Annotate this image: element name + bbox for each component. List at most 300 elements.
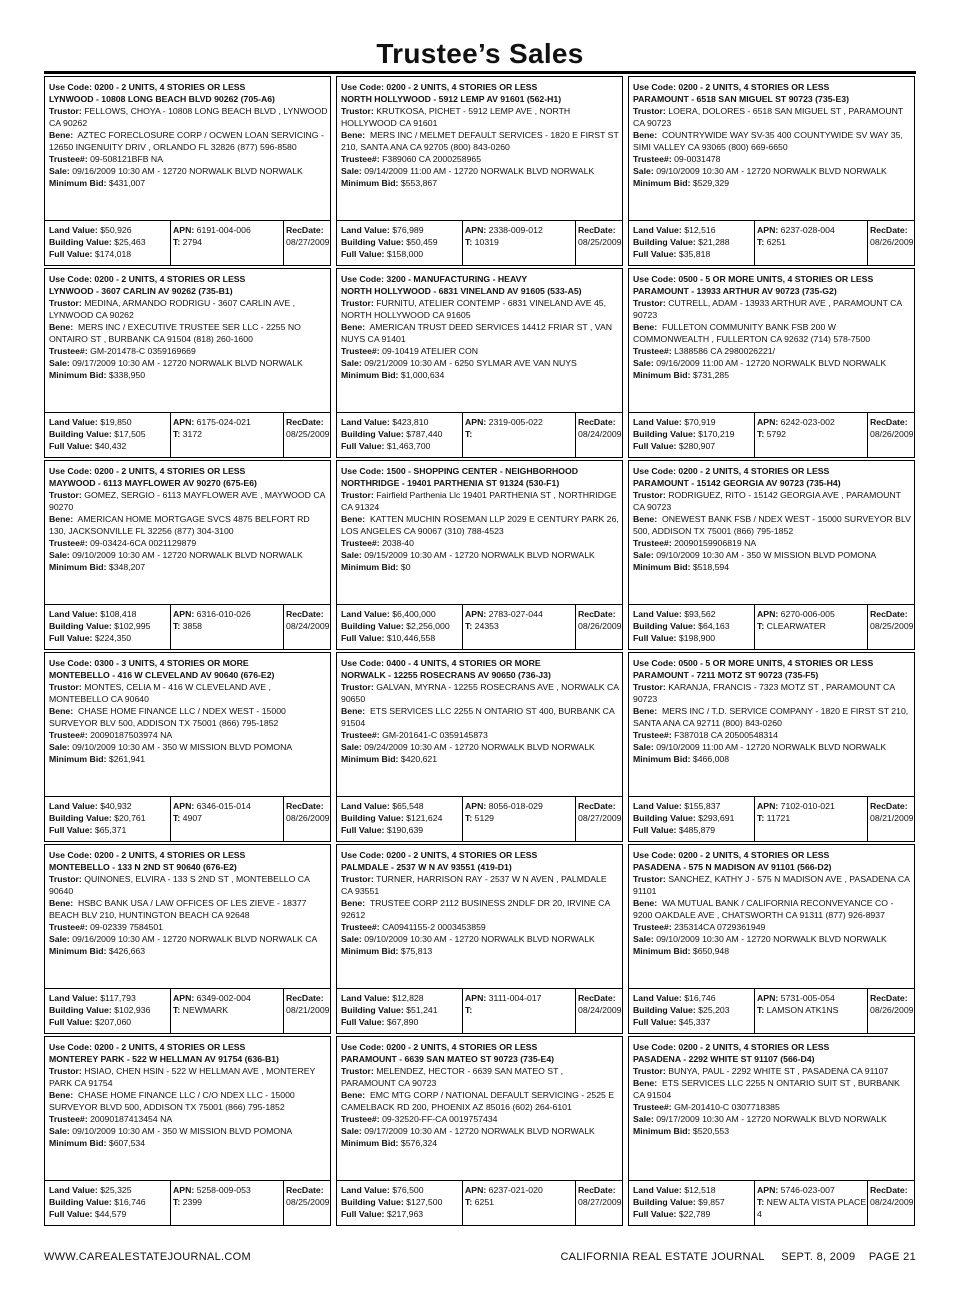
minimum-bid-line [341,1137,620,1149]
land-value-label: Land Value: [341,801,390,811]
sale-label: Sale: [341,1126,362,1136]
bene-label: Bene: [633,706,658,716]
recdate-column [868,221,914,265]
land-value-label: Land Value: [49,225,98,235]
value-column [337,989,463,1033]
use-code: 0200 - 2 UNITS, 4 STORIES OR LESS [386,1042,538,1052]
property-address: NORTH HOLLYWOOD - 6831 VINELAND AV 91605 (533-A5) [341,286,582,296]
land-value: $40,932 [100,801,132,811]
trustee-number-line [633,153,912,165]
land-value: $76,500 [392,1185,424,1195]
apn-label: APN: [757,417,779,427]
full-value: $217,963 [386,1209,424,1219]
recdate-label: RecDate: [870,801,908,811]
use-code-line [49,657,328,669]
beneficiary: AZTEC FORECLOSURE CORP / OCWEN LOAN SERVICING - 12650 INGENUITY DRIV , ORLANDO FL 32826 (877) 596-8580 [49,130,324,152]
land-value-label: Land Value: [633,801,682,811]
land-value-label: Land Value: [341,225,390,235]
tract-label: T: [757,429,765,439]
trustor: MELENDEZ, HECTOR - 6639 SAN MATEO ST , PARAMOUNT CA 90723 [341,1066,564,1088]
trustee-number-label: Trustee#: [49,346,88,356]
value-column [45,797,171,841]
beneficiary: MERS INC / T.D. SERVICE COMPANY - 1820 E FIRST ST 210, SANTA ANA CA 92711 (800) 843-0260 [633,706,909,728]
beneficiary: COUNTRYWIDE WAY SV-35 400 COUNTYWIDE SV WAY 35, SIMI VALLEY CA 93065 (800) 669-6650 [633,130,903,152]
land-value: $76,989 [392,225,424,235]
trustor-label: Trustor: [49,682,82,692]
minimum-bid-line [341,177,620,189]
trustor-label: Trustor: [341,1066,374,1076]
minimum-bid-label: Minimum Bid: [49,946,107,956]
apn-label: APN: [465,993,487,1003]
land-value-label: Land Value: [633,993,682,1003]
tract: 5792 [766,429,786,439]
recdate-label: RecDate: [870,417,908,427]
full-value-label: Full Value: [341,633,385,643]
use-code-label: Use Code: [49,1042,92,1052]
apn-label: APN: [173,1185,195,1195]
recdate-label: RecDate: [578,225,616,235]
trustee-number-label: Trustee#: [341,922,380,932]
recdate-label: RecDate: [286,609,324,619]
trustee-number-line [633,729,912,741]
building-value-label: Building Value: [49,621,112,631]
beneficiary-line [341,897,620,921]
building-value: $102,995 [114,621,151,631]
valuation-row [337,412,622,457]
land-value: $50,926 [100,225,132,235]
trustor: HSIAO, CHEN HSIN - 522 W HELLMAN AVE , MONTEREY PARK CA 91754 [49,1066,316,1088]
listing-card [336,1036,623,1226]
sale-label: Sale: [633,934,654,944]
recdate-column [868,1181,914,1225]
trustee-number-line [633,345,912,357]
trustee-number-line [341,729,620,741]
use-code-label: Use Code: [341,1042,384,1052]
beneficiary-line [633,129,912,153]
recdate-label: RecDate: [286,801,324,811]
trustee-number: CA0941155-2 0003453859 [382,922,486,932]
minimum-bid-line [633,369,912,381]
trustee-number-label: Trustee#: [49,1114,88,1124]
recdate-label: RecDate: [870,993,908,1003]
apn-label: APN: [757,609,779,619]
sale-label: Sale: [49,742,70,752]
building-value-label: Building Value: [49,1197,112,1207]
trustor: KRUTKOSA, PICHET - 5912 LEMP AVE , NORTH HOLLYWOOD CA 91601 [341,106,571,128]
sale-label: Sale: [341,166,362,176]
trustee-number-line [49,1113,328,1125]
listing-card [44,76,331,266]
building-value-label: Building Value: [341,429,404,439]
use-code: 0500 - 5 OR MORE UNITS, 4 STORIES OR LESS [678,658,874,668]
use-code: 0200 - 2 UNITS, 4 STORIES OR LESS [678,1042,830,1052]
use-code-line [633,657,912,669]
use-code-label: Use Code: [341,274,384,284]
minimum-bid-line [49,1137,328,1149]
trustee-number: F387018 CA 20500548314 [674,730,778,740]
sale-line [49,741,328,753]
trustee-number: 09-0031478 [674,154,721,164]
recdate-column [576,221,622,265]
listing-card [628,268,915,458]
use-code-line [633,849,912,861]
beneficiary: AMERICAN HOME MORTGAGE SVCS 4875 BELFORT RD 130, JACKSONVILLE FL 32256 (877) 304-3100 [49,514,310,536]
trustor-line [633,1065,912,1077]
building-value-label: Building Value: [633,429,696,439]
apn: 3111-004-017 [488,993,542,1003]
listing-card [628,460,915,650]
recdate-label: RecDate: [286,1185,324,1195]
trustor-label: Trustor: [49,874,82,884]
tract-label: T: [173,237,181,247]
apn-column [171,1181,284,1225]
trustor: LOERA, DOLORES - 6518 SAN MIGUEL ST , PARAMOUNT CA 90723 [633,106,904,128]
land-value-label: Land Value: [633,609,682,619]
trustee-number-label: Trustee#: [341,154,380,164]
land-value: $423,810 [392,417,429,427]
listing-card [628,652,915,842]
recdate-column [284,989,330,1033]
beneficiary: AMERICAN TRUST DEED SERVICES 14412 FRIAR ST , VAN NUYS CA 91401 [341,322,613,344]
recdate-column [576,605,622,649]
trustor: RODRIGUEZ, RITO - 15142 GEORGIA AVE , PARAMOUNT CA 90723 [633,490,901,512]
recdate-label: RecDate: [286,993,324,1003]
sale-line [49,165,328,177]
sale-label: Sale: [341,550,362,560]
recdate-column [576,797,622,841]
sale-label: Sale: [633,358,654,368]
sale-info: 09/17/2009 10:30 AM - 12720 NORWALK BLVD NORWALK [72,358,303,368]
sale-label: Sale: [341,742,362,752]
building-value-label: Building Value: [633,1197,696,1207]
property-address: PASADENA - 575 N MADISON AV 91101 (566-D2) [633,862,832,872]
trustor-label: Trustor: [341,682,374,692]
beneficiary: EMC MTG CORP / NATIONAL DEFAULT SERVICING - 2525 E CAMELBACK RD 200, PHOENIX AZ 85016 (602) 264-6101 [341,1090,615,1112]
apn-label: APN: [465,417,487,427]
minimum-bid: $348,207 [108,562,146,572]
use-code-line [341,273,620,285]
land-value: $93,562 [684,609,716,619]
trustor-line [633,105,912,129]
minimum-bid-label: Minimum Bid: [341,754,399,764]
recdate: 08/25/2009 [286,1197,330,1207]
sale-info: 09/10/2009 11:00 AM - 12720 NORWALK BLVD NORWALK [656,742,887,752]
property-address: LYNWOOD - 3607 CARLIN AV 90262 (735-B1) [49,286,233,296]
recdate-column [284,797,330,841]
minimum-bid-line [633,753,912,765]
land-value: $65,548 [392,801,424,811]
minimum-bid-label: Minimum Bid: [49,178,107,188]
building-value-label: Building Value: [633,813,696,823]
recdate-column [284,221,330,265]
building-value-label: Building Value: [49,813,112,823]
trustor: QUINONES, ELVIRA - 133 S 2ND ST , MONTEBELLO CA 90640 [49,874,310,896]
apn-column [463,221,576,265]
minimum-bid: $426,663 [108,946,146,956]
tract: LAMSON ATK1NS [766,1005,839,1015]
recdate: 08/27/2009 [578,1197,622,1207]
value-column [337,1181,463,1225]
sale-label: Sale: [49,550,70,560]
land-value-label: Land Value: [49,609,98,619]
full-value: $67,890 [386,1017,419,1027]
minimum-bid: $431,007 [108,178,146,188]
use-code: 0200 - 2 UNITS, 4 STORIES OR LESS [94,1042,246,1052]
full-value: $45,337 [678,1017,711,1027]
minimum-bid: $75,813 [400,946,433,956]
recdate: 08/25/2009 [286,429,330,439]
trustor-label: Trustor: [633,106,666,116]
sale-label: Sale: [341,358,362,368]
trustee-number-label: Trustee#: [49,922,88,932]
recdate-column [576,989,622,1033]
apn: 5731-005-054 [780,993,835,1003]
use-code: 0500 - 5 OR MORE UNITS, 4 STORIES OR LESS [678,274,874,284]
listing-details [49,657,328,765]
sale-line [341,933,620,945]
sale-info: 09/24/2009 10:30 AM - 12720 NORWALK BLVD NORWALK [364,742,595,752]
listing-details [49,1041,328,1149]
bene-label: Bene: [49,130,74,140]
land-value: $16,746 [684,993,716,1003]
minimum-bid-label: Minimum Bid: [633,178,691,188]
recdate-label: RecDate: [870,225,908,235]
value-column [337,797,463,841]
trustor: TURNER, HARRISON RAY - 2537 W N AVEN , PALMDALE CA 93551 [341,874,607,896]
building-value: $25,463 [114,237,146,247]
sale-label: Sale: [633,1114,654,1124]
listing-details [633,81,912,189]
sale-line [341,549,620,561]
apn-label: APN: [465,225,487,235]
sale-line [341,165,620,177]
value-column [629,1181,755,1225]
listing-details [633,657,912,765]
recdate-column [576,413,622,457]
valuation-row [45,412,330,457]
use-code: 0200 - 2 UNITS, 4 STORIES OR LESS [94,82,246,92]
trustor-line [341,297,620,321]
land-value-label: Land Value: [633,225,682,235]
listing-card [628,844,915,1034]
use-code-label: Use Code: [633,1042,676,1052]
bene-label: Bene: [633,130,658,140]
trustor: FURNITU, ATELIER CONTEMP - 6831 VINELAND AVE 45, NORTH HOLLYWOOD CA 91605 [341,298,607,320]
sale-label: Sale: [341,934,362,944]
bene-label: Bene: [633,514,658,524]
value-column [337,221,463,265]
recdate: 08/26/2009 [870,237,914,247]
footer-publication: CALIFORNIA REAL ESTATE JOURNAL SEPT. 8, 2009 PAGE 21 [560,1251,916,1263]
sale-info: 09/10/2009 10:30 AM - 12720 NORWALK BLVD NORWALK [656,166,887,176]
building-value: $17,505 [114,429,146,439]
full-value-label: Full Value: [341,1209,385,1219]
trustor: Fairfield Parthenia Llc 19401 PARTHENIA ST , NORTHRIDGE CA 91324 [341,490,617,512]
land-value: $12,828 [392,993,424,1003]
land-value: $19,850 [100,417,132,427]
property-address: PASADENA - 2292 WHITE ST 91107 (566-D4) [633,1054,815,1064]
minimum-bid-label: Minimum Bid: [49,562,107,572]
apn: 6237-021-020 [488,1185,543,1195]
trustor-line [633,681,912,705]
beneficiary: ONEWEST BANK FSB / NDEX WEST - 15000 SURVEYOR BLV 500, ADDISON TX 75001 (866) 795-1852 [633,514,911,536]
listing-details [633,465,912,573]
apn-column [755,221,868,265]
recdate-column [284,413,330,457]
listing-details [341,1041,620,1149]
beneficiary: WA MUTUAL BANK / CALIFORNIA RECONVEYANCE CO - 9200 OAKDALE AVE , CHATSWORTH CA 91311 (877) 926-8937 [633,898,894,920]
land-value: $117,793 [100,993,136,1003]
trustee-number-line [633,921,912,933]
valuation-row [629,988,914,1033]
tract: 2399 [182,1197,202,1207]
tract-label: T: [465,1197,473,1207]
apn: 6237-028-004 [780,225,835,235]
recdate-column [868,413,914,457]
trustee-number: 235314CA 0729361949 [674,922,766,932]
full-value-label: Full Value: [341,441,385,451]
property-address: NORWALK - 12255 ROSECRANS AV 90650 (736-J3) [341,670,551,680]
building-value-label: Building Value: [633,621,696,631]
trustee-number-label: Trustee#: [49,538,88,548]
listing-card [44,1036,331,1226]
trustor: MONTES, CELIA M - 416 W CLEVELAND AVE , MONTEBELLO CA 90640 [49,682,271,704]
minimum-bid-line [341,561,620,573]
listing-details [341,849,620,957]
property-address: MONTEBELLO - 133 N 2ND ST 90640 (676-E2) [49,862,237,872]
beneficiary: MERS INC / EXECUTIVE TRUSTEE SER LLC - 2255 NO ONTAIRO ST , BURBANK CA 91504 (818) 260-1600 [49,322,301,344]
minimum-bid-line [49,561,328,573]
tract-label: T: [465,1005,473,1015]
minimum-bid-label: Minimum Bid: [341,178,399,188]
minimum-bid-label: Minimum Bid: [633,754,691,764]
recdate: 08/25/2009 [870,621,914,631]
land-value-label: Land Value: [341,1185,390,1195]
tract-label: T: [465,621,473,631]
trustee-number: F389060 CA 2000258965 [382,154,482,164]
trustee-number: 2038-40 [382,538,414,548]
tract-label: T: [173,1197,181,1207]
sale-info: 09/10/2009 10:30 AM - 350 W MISSION BLVD POMONA [656,550,877,560]
minimum-bid-label: Minimum Bid: [633,946,691,956]
trustor: BUNYA, PAUL - 2292 WHITE ST , PASADENA CA 91107 [668,1066,889,1076]
use-code: 0200 - 2 UNITS, 4 STORIES OR LESS [386,82,538,92]
listing-details [49,81,328,189]
value-column [45,605,171,649]
trustor-label: Trustor: [341,106,374,116]
trustee-number-line [633,537,912,549]
apn: 6175-024-021 [196,417,251,427]
trustee-number-line [49,921,328,933]
use-code-line [49,1041,328,1053]
tract: 6251 [766,237,786,247]
listing-details [49,273,328,381]
building-value: $121,624 [406,813,443,823]
sale-info: 09/14/2009 11:00 AM - 12720 NORWALK BLVD NORWALK [364,166,595,176]
apn-column [171,221,284,265]
apn-label: APN: [173,609,195,619]
tract-label: T: [757,237,765,247]
trustee-number-line [341,921,620,933]
sale-info: 09/21/2009 10:30 AM - 6250 SYLMAR AVE VAN NUYS [364,358,577,368]
use-code: 1500 - SHOPPING CENTER - NEIGHBORHOOD [386,466,579,476]
trustor-label: Trustor: [49,490,82,500]
listing-card [336,652,623,842]
trustor-label: Trustor: [341,874,374,884]
apn: 2338-009-012 [488,225,543,235]
minimum-bid-line [341,753,620,765]
recdate: 08/24/2009 [578,1005,622,1015]
use-code: 0300 - 3 UNITS, 4 STORIES OR MORE [94,658,249,668]
minimum-bid: $576,324 [400,1138,438,1148]
trustor-label: Trustor: [633,682,666,692]
minimum-bid-line [633,177,912,189]
trustor-line [341,681,620,705]
trustor-label: Trustor: [633,490,666,500]
listing-details [49,849,328,957]
trustor-label: Trustor: [633,298,666,308]
apn-column [755,989,868,1033]
minimum-bid-line [633,561,912,573]
recdate-label: RecDate: [870,1185,908,1195]
bene-label: Bene: [49,1090,74,1100]
full-value-label: Full Value: [341,1017,385,1027]
apn-label: APN: [757,1185,779,1195]
full-value-label: Full Value: [49,441,93,451]
land-value-label: Land Value: [633,1185,682,1195]
sale-line [49,549,328,561]
trustor-label: Trustor: [633,1066,666,1076]
full-value-label: Full Value: [49,633,93,643]
sale-line [633,357,912,369]
sale-line [49,1125,328,1137]
land-value-label: Land Value: [341,993,390,1003]
trustee-number: 20090159906819 NA [674,538,757,548]
tract-label: T: [757,621,765,631]
land-value: $6,400,000 [392,609,436,619]
property-address: PALMDALE - 2537 W N AV 93551 (419-D1) [341,862,512,872]
trustee-number-label: Trustee#: [633,922,672,932]
recdate: 08/26/2009 [870,1005,914,1015]
trustor-line [49,873,328,897]
full-value-label: Full Value: [341,825,385,835]
recdate: 08/24/2009 [870,1197,914,1207]
valuation-row [45,796,330,841]
minimum-bid: $466,008 [692,754,730,764]
trustee-number-label: Trustee#: [341,730,380,740]
recdate-label: RecDate: [286,417,324,427]
tract-label: T: [465,237,473,247]
minimum-bid: $553,867 [400,178,438,188]
property-address: PARAMOUNT - 7211 MOTZ ST 90723 (735-F5) [633,670,819,680]
full-value: $35,818 [678,249,711,259]
sale-label: Sale: [49,166,70,176]
bene-label: Bene: [341,898,366,908]
listing-card [628,1036,915,1226]
minimum-bid-label: Minimum Bid: [341,1138,399,1148]
land-value-label: Land Value: [341,417,390,427]
trustee-number: GM-201641-C 0359145873 [382,730,488,740]
trustee-number-line [633,1101,912,1113]
minimum-bid-line [49,945,328,957]
use-code: 0200 - 2 UNITS, 4 STORIES OR LESS [94,850,246,860]
property-address: NORTHRIDGE - 19401 PARTHENIA ST 91324 (530-F1) [341,478,560,488]
building-value: $9,857 [698,1197,725,1207]
use-code: 3200 - MANUFACTURING - HEAVY [386,274,528,284]
tract: 2794 [182,237,202,247]
tract-label: T: [173,813,181,823]
use-code-line [633,1041,912,1053]
